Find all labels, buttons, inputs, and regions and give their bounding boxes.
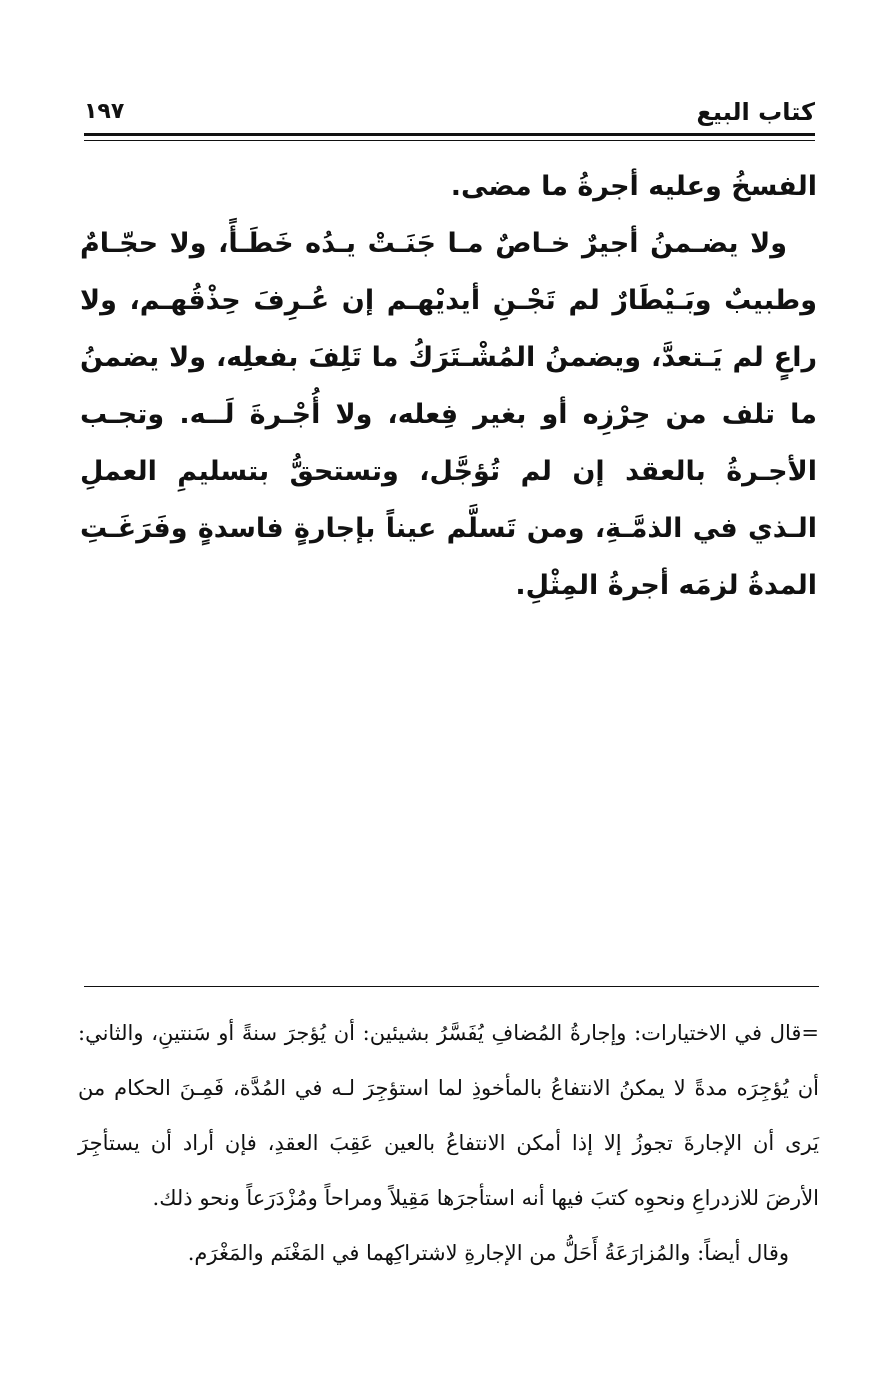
header-rule-thick: [84, 133, 815, 136]
main-text: [80, 158, 817, 614]
footnote-paragraph: =قال في الاختيارات: وإجارةُ المُضافِ يُفَسَّرُ بشيئين: أن يُؤجرَ سنةً أو سَنتينِ، والثاني: أن يُؤجِرَه مدةً لا يمكنُ الانتفاعُ بالمأخوذِ لما استؤجِرَ لـه في المُدَّة، فَمِـنَ الحكام من يَرى أن الإجارةَ تجوزُ إلا إذا أمكن الانتفاعُ بالعين عَقِبَ العقدِ، فإن أراد أن يستأجِرَ الأرضَ للازدراعِ ونحوِه كتبَ فيها أنه استأجرَها مَقِيلاً ومراحاً ومُزْدَرَعاً ونحو ذلك.: [78, 1021, 819, 1210]
header-rule-thin: [84, 140, 815, 141]
footnote-separator: [84, 986, 819, 987]
main-paragraph: الفسخُ وعليه أجرةُ ما مضى.: [450, 171, 817, 202]
page-number: ١٩٧: [84, 99, 125, 124]
page-header: [84, 92, 815, 132]
main-paragraph: ولا يضـمنُ أجيرٌ خـاصٌ مـا جَنَـتْ يـدُه خَطَـأً، ولا حجّـامٌ وطبيبٌ وبَـيْطَارٌ لم تَجْـنِ أيديْهـم إن عُـرِفَ حِذْقُهـم، ولا راعٍ لم يَـتعدَّ، ويضمنُ المُشْـتَرَكُ ما تَلِفَ بفعلِه، ولا يضمنُ ما تلف من حِرْزِه أو بغير فِعله، ولا أُجْـرةَ لَــه. وتجـب الأجـرةُ بالعقد إن لم تُؤجَّل، وتستحقُّ بتسليمِ العملِ الـذي في الذمَّـةِ، ومن تَسلَّم عيناً بإجارةٍ فاسدةٍ وفَرَغَـتِ المدةُ لزمَه أجرةُ المِثْلِ.: [80, 228, 817, 601]
footnotes: [78, 1006, 819, 1281]
running-title: كتاب البيع: [696, 98, 815, 126]
footnote-paragraph: وقال أيضاً: والمُزارَعَةُ أَحَلُّ من الإجارةِ لاشتراكِهما في المَغْنَم والمَغْرَم.: [187, 1241, 789, 1265]
